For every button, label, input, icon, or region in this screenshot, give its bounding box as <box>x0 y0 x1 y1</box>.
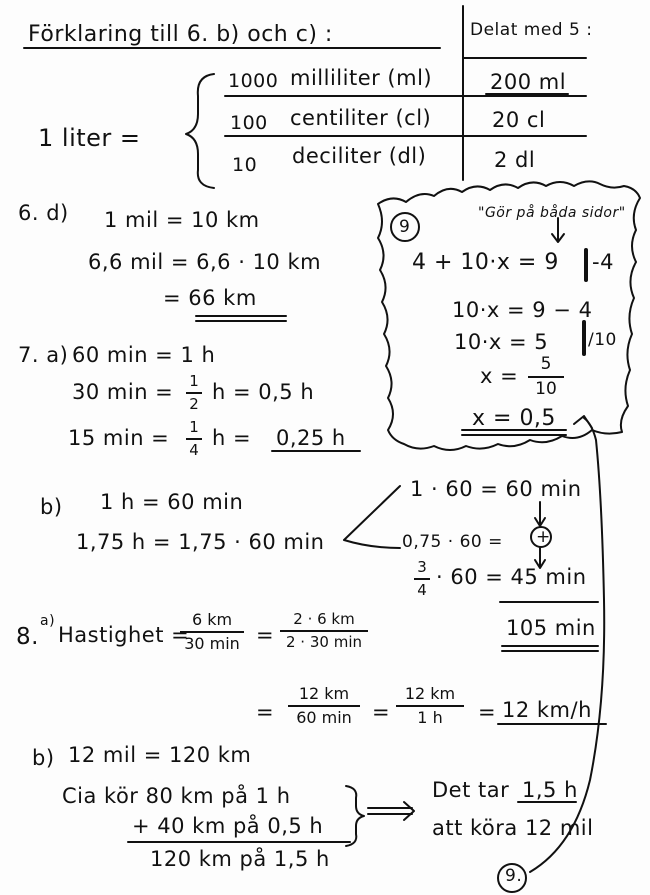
operation-2: /10 <box>588 330 617 350</box>
row-amount: 100 <box>230 112 268 134</box>
row-amount: 10 <box>232 154 258 176</box>
conclusion-arrow <box>368 802 414 820</box>
fraction-numerator: 6 km <box>191 610 233 629</box>
task-9-circle <box>391 213 419 241</box>
task-8b-line3: + 40 km på 0,5 h <box>132 814 324 838</box>
task-6d-line1: 1 mil = 10 km <box>104 208 260 232</box>
equals-sign: = <box>372 700 391 724</box>
divided-heading: Delat med 5 : <box>470 20 593 40</box>
fraction-denominator: 2 <box>189 395 199 413</box>
equals-sign: = <box>478 700 497 724</box>
fraction-numerator: 1 <box>189 372 199 390</box>
task-8-sub-a: a) <box>40 613 56 629</box>
total-minutes: 105 min <box>506 616 596 640</box>
fraction-denominator: 4 <box>417 581 427 599</box>
task-8b-line1: 12 mil = 120 km <box>68 743 252 767</box>
brace <box>186 74 214 188</box>
task-8b-line2: Cia kör 80 km på 1 h <box>62 784 291 808</box>
speed-label: Hastighet = <box>58 623 190 647</box>
task-7a-line3-lhs: 15 min = <box>68 426 170 450</box>
fraction-denominator: 60 min <box>296 708 352 727</box>
reference-circle <box>498 864 526 892</box>
fraction-numerator: 12 km <box>404 684 456 703</box>
task-6d-line2: 6,6 mil = 6,6 · 10 km <box>88 250 322 274</box>
conclusion-value: 1,5 h <box>522 778 578 802</box>
split-top: 1 · 60 = 60 min <box>410 477 582 501</box>
liter-lhs: 1 liter = <box>38 124 141 152</box>
speed-result: 12 km/h <box>502 698 592 722</box>
conclusion-prefix: Det tar <box>432 778 510 802</box>
page-title: Förklaring till 6. b) och c) : <box>28 22 333 47</box>
row-unit: milliliter (ml) <box>290 66 433 90</box>
fraction-denominator: 30 min <box>184 634 240 653</box>
hint-text: "Gör på båda sidor" <box>478 205 626 221</box>
task-7a-line2-lhs: 30 min = <box>72 380 174 404</box>
task-7b-line1: 1 h = 60 min <box>100 490 244 514</box>
fraction-denominator: 4 <box>189 441 199 459</box>
equation-1: 4 + 10·x = 9 <box>412 250 559 275</box>
task-7b-label: b) <box>40 495 63 519</box>
task-8-label: 8. <box>16 624 39 650</box>
task-7b-line2: 1,75 h = 1,75 · 60 min <box>76 530 325 554</box>
row-divided: 20 cl <box>492 108 546 132</box>
task-8b-line4: 120 km på 1,5 h <box>150 847 330 871</box>
row-divided: 200 ml <box>490 70 567 94</box>
row-unit: deciliter (dl) <box>292 144 427 168</box>
equation-3: 10·x = 5 <box>454 330 549 354</box>
task-7a-line3-mid: h = <box>212 426 252 450</box>
split-lines <box>344 486 400 548</box>
plus-sign: + <box>536 527 551 547</box>
fraction-numerator: 2 · 6 km <box>293 610 355 628</box>
row-divided: 2 dl <box>494 148 536 172</box>
task-7a-line2-rhs: h = 0,5 h <box>212 380 315 404</box>
task-7a-line1: 60 min = 1 h <box>72 343 216 367</box>
sum-brace <box>346 786 364 846</box>
task-9-reference-number: 9. <box>505 866 523 886</box>
fraction-numerator: 1 <box>189 418 199 436</box>
row-unit: centiliter (cl) <box>290 106 432 130</box>
row-amount: 1000 <box>228 70 279 92</box>
task-7a-line3-answer: 0,25 h <box>276 426 346 450</box>
fraction-denominator: 10 <box>535 379 557 399</box>
task-6d-label: 6. d) <box>18 201 69 225</box>
equation-4-lhs: x = <box>480 364 519 388</box>
equation-2: 10·x = 9 − 4 <box>452 298 593 322</box>
plus-circle <box>531 527 551 547</box>
conclusion-line2: att köra 12 mil <box>432 816 594 840</box>
split-bottom: · 60 = 45 min <box>436 565 587 589</box>
fraction-denominator: 2 · 30 min <box>286 633 362 651</box>
fraction-denominator: 1 h <box>417 708 443 727</box>
fraction-numerator: 12 km <box>298 684 350 703</box>
split-middle: 0,75 · 60 = <box>402 532 503 552</box>
equals-sign: = <box>256 623 275 647</box>
task-9-circle-number: 9 <box>399 217 411 237</box>
operation-1: -4 <box>592 250 614 274</box>
answer-x: x = 0,5 <box>472 406 556 431</box>
task-6d-line3: = 66 km <box>163 286 257 310</box>
task-8b-label: b) <box>32 746 55 770</box>
task-7-label: 7. a) <box>18 343 69 367</box>
fraction-numerator: 3 <box>417 558 427 576</box>
fraction-numerator: 5 <box>540 354 552 374</box>
equals-sign: = <box>256 700 275 724</box>
